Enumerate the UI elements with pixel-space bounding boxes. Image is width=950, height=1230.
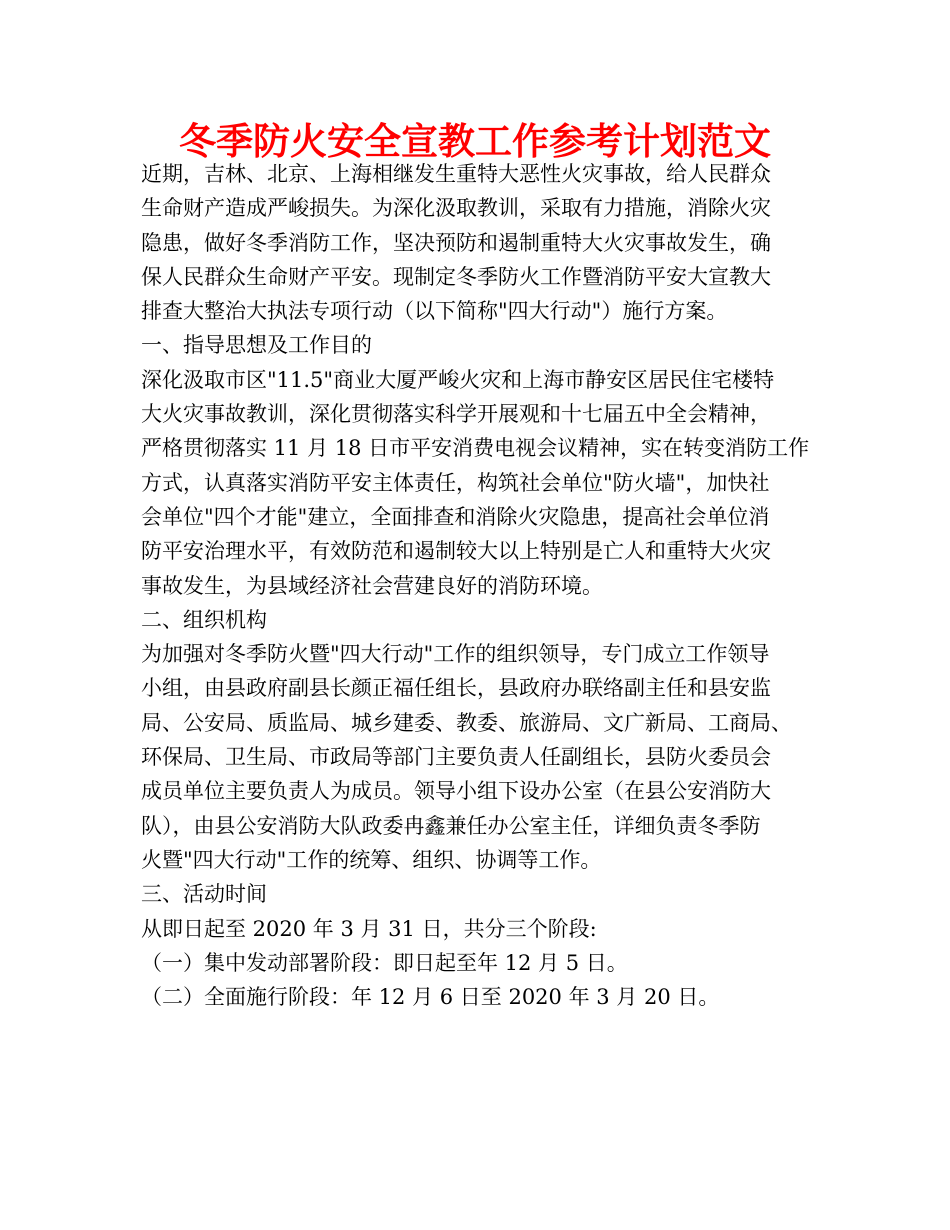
body-line: 局、公安局、质监局、城乡建委、教委、旅游局、文广新局、工商局、 bbox=[141, 710, 792, 735]
body-line: 火暨"四大行动"工作的统筹、组织、协调等工作。 bbox=[141, 847, 602, 872]
body-line: 为加强对冬季防火暨"四大行动"工作的组织领导，专门成立工作领导 bbox=[141, 642, 770, 667]
body-line: 队），由县公安消防大队政委冉鑫兼任办公室主任，详细负责冬季防 bbox=[141, 813, 761, 838]
body-line: 保人民群众生命财产平安。现制定冬季防火工作暨消防平安大宣教大 bbox=[141, 264, 771, 289]
body-line: 大火灾事故教训，深化贯彻落实科学开展观和十七届五中全会精神， bbox=[141, 402, 771, 427]
document-title: 冬季防火安全宣教工作参考计划范文 bbox=[179, 120, 771, 163]
body-line: 会单位"四个才能"建立，全面排查和消除火灾隐患，提高社会单位消 bbox=[141, 504, 770, 529]
body-line: 环保局、卫生局、市政局等部门主要负责人任副组长，县防火委员会 bbox=[141, 745, 771, 770]
body-line: 事故发生，为县域经济社会营建良好的消防环境。 bbox=[141, 573, 603, 598]
section-heading: 三、活动时间 bbox=[141, 882, 267, 907]
body-line: 小组，由县政府副县长颜正福任组长，县政府办联络副主任和县安监 bbox=[141, 676, 771, 701]
body-line: 隐患，做好冬季消防工作，坚决预防和遏制重特大火灾事故发生，确 bbox=[141, 230, 771, 255]
body-line: 深化汲取市区"11.5"商业大厦严峻火灾和上海市静安区居民住宅楼特 bbox=[141, 367, 775, 392]
body-line: 防平安治理水平，有效防范和遏制较大以上特别是亡人和重特大火灾 bbox=[141, 539, 771, 564]
body-line: 生命财产造成严峻损失。为深化汲取教训，采取有力措施，消除火灾 bbox=[141, 196, 771, 221]
body-line: 从即日起至 2020 年 3 月 31 日，共分三个阶段: bbox=[141, 916, 597, 941]
body-line: （二）全面施行阶段：年 12 月 6 日至 2020 年 3 月 20 日。 bbox=[141, 985, 720, 1010]
body-line: 严格贯彻落实 11 月 18 日市平安消费电视会议精神，实在转变消防工作 bbox=[141, 436, 810, 461]
body-line: 排查大整治大执法专项行动（以下简称"四大行动"）施行方案。 bbox=[141, 299, 728, 324]
section-heading: 二、组织机构 bbox=[141, 607, 267, 632]
body-line: （一）集中发动部署阶段：即日起至年 12 月 5 日。 bbox=[141, 950, 628, 975]
body-line: 近期，吉林、北京、上海相继发生重特大恶性火灾事故，给人民群众 bbox=[141, 162, 771, 186]
document-body bbox=[141, 157, 821, 1014]
body-line: 方式，认真落实消防平安主体责任，构筑社会单位"防火墙"，加快社 bbox=[141, 470, 770, 495]
section-heading: 一、指导思想及工作目的 bbox=[141, 333, 372, 358]
body-line: 成员单位主要负责人为成员。领导小组下设办公室（在县公安消防大 bbox=[141, 779, 771, 804]
